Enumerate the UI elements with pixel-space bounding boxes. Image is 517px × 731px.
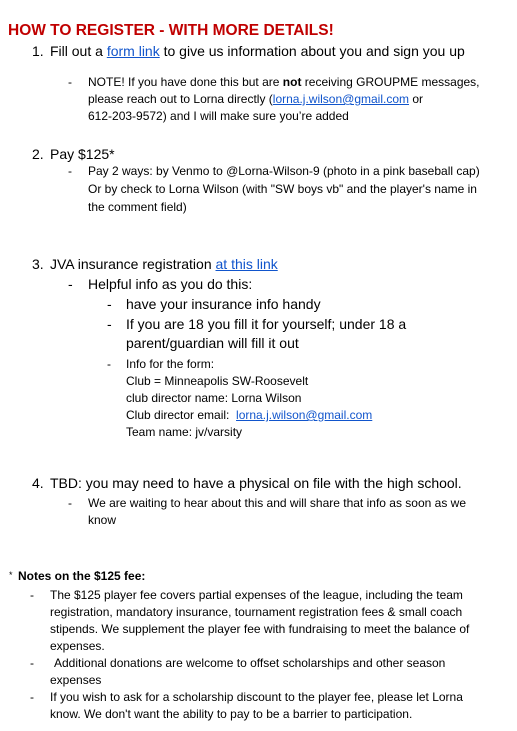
dash: - (68, 276, 73, 292)
step-3-pre: JVA insurance registration (50, 256, 212, 272)
note-text: receiving GROUPME messages, (304, 75, 480, 89)
pay-line-1: Pay 2 ways: by Venmo to @Lorna-Wilson-9 (photo in a pink baseball cap) (88, 164, 480, 178)
email-link[interactable]: lorna.j.wilson@gmail.com (272, 92, 410, 106)
fee-note-1-line-1: The $125 player fee covers partial expenses of the league, including the team (50, 588, 463, 602)
fee-note-3-line-2: know. We don't want the ability to pay to be a barrier to participation. (50, 707, 413, 721)
step-2-text: Pay $125* (50, 146, 115, 162)
dash: - (107, 296, 112, 312)
form-team-name: Team name: jv/varsity (126, 425, 243, 439)
dash: - (30, 588, 34, 602)
note-text: NOTE! If you have done this but are (88, 75, 280, 89)
helpful-info: Helpful info as you do this: (88, 276, 253, 292)
fee-note-1-line-2: registration, mandatory insurance, tournament registration fees & small coach (50, 605, 463, 619)
form-club: Club = Minneapolis SW-Roosevelt (126, 374, 309, 388)
dash: - (107, 316, 112, 332)
step-1-post: to give us information about you and sign you up (163, 43, 465, 59)
step-4-number: 4. (32, 475, 44, 491)
notes-marker: * (9, 570, 13, 580)
jva-link[interactable]: at this link (215, 256, 278, 272)
insurance-info-item: have your insurance info handy (126, 296, 321, 312)
age-item-line-1: If you are 18 you fill it for yourself; under 18 a (126, 316, 407, 332)
form-info-intro: Info for the form: (126, 357, 215, 371)
fee-note-2-line-2: expenses (50, 673, 102, 687)
note-text: please reach out to Lorna directly ( (88, 92, 273, 106)
note-bold-not: not (282, 75, 302, 89)
tbd-line-2: know (88, 513, 117, 527)
step-3-text (50, 256, 278, 272)
form-director-email (126, 408, 372, 422)
step-4-text: TBD: you may need to have a physical on file with the high school. (50, 475, 462, 491)
age-item-line-2: parent/guardian will fill it out (126, 335, 299, 351)
step-2-number: 2. (32, 146, 44, 162)
form-link[interactable]: form link (106, 43, 160, 59)
director-email-label: Club director email: (126, 408, 230, 422)
dash: - (68, 164, 72, 178)
page-title: HOW TO REGISTER - WITH MORE DETAILS! (8, 22, 334, 39)
notes-heading: Notes on the $125 fee: (18, 569, 146, 583)
note-line-3: 612-203-9572) and I will make sure you’re added (88, 109, 349, 123)
note-line-1 (88, 75, 480, 89)
fee-note-1-line-3: stipends. We supplement the player fee with fundraising to meet the balance of (50, 622, 470, 636)
dash: - (68, 496, 72, 510)
form-director-name: club director name: Lorna Wilson (126, 391, 302, 405)
dash: - (107, 357, 111, 371)
step-1-number: 1. (32, 43, 44, 59)
step-3-number: 3. (32, 256, 44, 272)
dash: - (30, 656, 34, 670)
dash: - (30, 690, 34, 704)
dash: - (68, 75, 72, 89)
tbd-line-1: We are waiting to hear about this and will share that info as soon as we (88, 496, 466, 510)
fee-note-1-line-4: expenses. (50, 639, 105, 653)
fee-note-2-line-1: Additional donations are welcome to offset scholarships and other season (54, 656, 446, 670)
director-email-link[interactable]: lorna.j.wilson@gmail.com (236, 408, 373, 422)
pay-line-2: Or by check to Lorna Wilson (with "SW boys vb" and the player's name in (88, 182, 477, 196)
note-line-2 (88, 92, 423, 106)
pay-line-3: the comment field) (88, 200, 187, 214)
fee-note-3-line-1: If you wish to ask for a scholarship discount to the player fee, please let Lorna (50, 690, 463, 704)
note-text: or (412, 92, 424, 106)
step-1-pre: Fill out a (50, 43, 103, 59)
step-1-text (50, 43, 465, 59)
